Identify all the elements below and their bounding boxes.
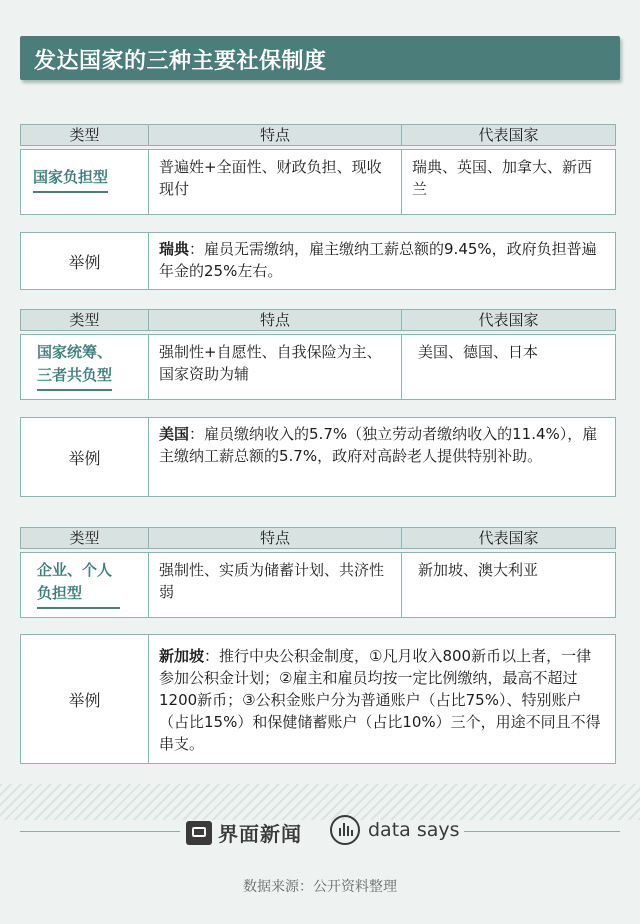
footer-divider-right bbox=[464, 831, 620, 832]
example-row bbox=[20, 417, 616, 497]
jiemian-logo-icon bbox=[186, 821, 212, 845]
countries-cell: 美国、德国、日本 bbox=[418, 343, 539, 361]
example-label: 举例 bbox=[21, 635, 149, 763]
footer-divider-left bbox=[20, 831, 180, 832]
example-country: 瑞典 bbox=[159, 240, 190, 258]
table-row bbox=[20, 334, 616, 400]
type-cell bbox=[21, 553, 149, 617]
example-body: ：雇员缴纳收入的5.7%（独立劳动者缴纳收入的11.4%），雇主缴纳工薪总额的5.7%，政府对高龄老人提供特别补助。 bbox=[159, 425, 598, 465]
table-header bbox=[20, 124, 616, 146]
header-countries: 代表国家 bbox=[478, 126, 539, 144]
decorative-stripes bbox=[0, 784, 640, 820]
header-features: 特点 bbox=[149, 125, 402, 145]
datasays-logo-icon bbox=[330, 815, 360, 845]
jiemian-logo bbox=[186, 818, 302, 847]
example-text bbox=[149, 233, 615, 289]
example-country: 新加坡 bbox=[159, 647, 205, 665]
example-text bbox=[149, 418, 615, 496]
type-cell bbox=[21, 150, 149, 214]
header-type: 类型 bbox=[21, 528, 149, 548]
table-header bbox=[20, 527, 616, 549]
type-label-line-1: 企业、个人 bbox=[37, 561, 113, 579]
type-label: 国家负担型 bbox=[33, 166, 108, 193]
countries-cell: 瑞典、英国、加拿大、新西兰 bbox=[412, 158, 593, 198]
example-body: ：推行中央公积金制度，①凡月收入800新币以上者，一律参加公积金计划；②雇主和雇员均按一定比例缴纳，最高不超过1200新币；③公积金账户分为普通账户（占比75%）、特别账户（占比15%）和保健储蓄账户（占比10%）三个，用途不同且不得串支。 bbox=[159, 647, 601, 753]
example-label: 举例 bbox=[21, 233, 149, 289]
features-cell: 普遍姓+全面性、财政负担、现收现付 bbox=[149, 150, 402, 214]
brand-cn: 界面新闻 bbox=[218, 822, 302, 846]
countries-cell: 新加坡、澳大利亚 bbox=[418, 561, 539, 579]
example-body: ：雇员无需缴纳，雇主缴纳工薪总额的9.45%，政府负担普遍年金的25%左右。 bbox=[159, 240, 597, 280]
example-row bbox=[20, 634, 616, 764]
datasays-logo bbox=[330, 815, 460, 845]
table-row bbox=[20, 149, 616, 215]
table-row bbox=[20, 552, 616, 618]
type-label-line-1: 国家统筹、 bbox=[37, 343, 113, 361]
title-bar bbox=[20, 36, 620, 80]
header-countries: 代表国家 bbox=[478, 529, 539, 547]
header-features: 特点 bbox=[149, 310, 402, 330]
table-header bbox=[20, 309, 616, 331]
header-type: 类型 bbox=[21, 125, 149, 145]
example-label: 举例 bbox=[21, 418, 149, 496]
header-features: 特点 bbox=[149, 528, 402, 548]
type-cell bbox=[21, 335, 149, 399]
features-cell: 强制性、实质为储蓄计划、共济性弱 bbox=[149, 553, 402, 617]
page-title: 发达国家的三种主要社保制度 bbox=[34, 49, 327, 74]
example-text bbox=[149, 635, 615, 763]
type-label-line-2: 负担型 bbox=[37, 582, 120, 609]
source-note: 数据来源：公开资料整理 bbox=[243, 879, 397, 895]
example-row bbox=[20, 232, 616, 290]
features-cell: 强制性+自愿性、自我保险为主、国家资助为辅 bbox=[149, 335, 402, 399]
header-countries: 代表国家 bbox=[478, 311, 539, 329]
example-country: 美国 bbox=[159, 425, 190, 443]
brand-en: data says bbox=[368, 819, 460, 841]
type-label-line-2: 三者共负型 bbox=[37, 364, 112, 391]
header-type: 类型 bbox=[21, 310, 149, 330]
